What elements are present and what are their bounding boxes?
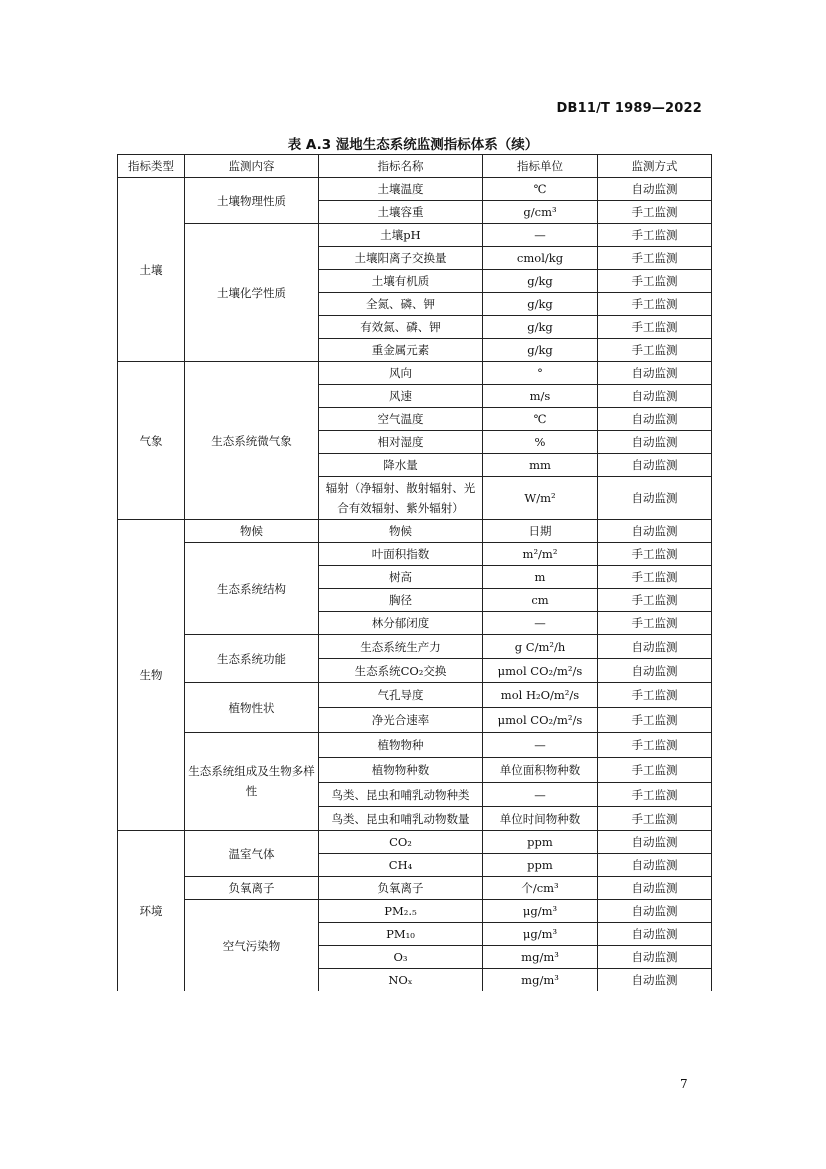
table-row bbox=[118, 520, 712, 543]
indicator-method: 手工监测 bbox=[598, 201, 712, 224]
indicator-name: 负氧离子 bbox=[319, 877, 483, 900]
indicator-method: 手工监测 bbox=[598, 612, 712, 635]
indicator-name: 有效氮、磷、钾 bbox=[319, 316, 483, 339]
indicator-method: 手工监测 bbox=[598, 683, 712, 708]
indicator-method: 手工监测 bbox=[598, 293, 712, 316]
content-cell-phenology: 物候 bbox=[185, 520, 319, 543]
indicator-method: 自动监测 bbox=[598, 854, 712, 877]
table-row bbox=[118, 362, 712, 385]
indicator-name: 鸟类、昆虫和哺乳动物种类 bbox=[319, 783, 483, 807]
indicator-unit: g/cm³ bbox=[483, 201, 598, 224]
indicator-method: 手工监测 bbox=[598, 270, 712, 293]
table-row bbox=[118, 224, 712, 247]
indicator-method: 手工监测 bbox=[598, 339, 712, 362]
indicator-name: 净光合速率 bbox=[319, 708, 483, 733]
indicator-method: 手工监测 bbox=[598, 807, 712, 831]
indicator-unit: g/kg bbox=[483, 293, 598, 316]
indicator-unit: ℃ bbox=[483, 408, 598, 431]
indicator-name: CH₄ bbox=[319, 854, 483, 877]
content-cell-greenhouse: 温室气体 bbox=[185, 831, 319, 877]
indicator-method: 手工监测 bbox=[598, 589, 712, 612]
indicator-method: 手工监测 bbox=[598, 733, 712, 758]
indicator-name: 胸径 bbox=[319, 589, 483, 612]
indicator-unit: cmol/kg bbox=[483, 247, 598, 270]
indicator-method: 自动监测 bbox=[598, 635, 712, 659]
indicator-name: 植物物种数 bbox=[319, 758, 483, 783]
indicator-name: 土壤有机质 bbox=[319, 270, 483, 293]
indicator-method: 自动监测 bbox=[598, 362, 712, 385]
indicator-unit: 日期 bbox=[483, 520, 598, 543]
standard-number: DB11/T 1989—2022 bbox=[556, 101, 702, 116]
indicator-unit: m/s bbox=[483, 385, 598, 408]
indicator-unit: m bbox=[483, 566, 598, 589]
col-header-type: 指标类型 bbox=[118, 155, 185, 178]
indicator-method: 手工监测 bbox=[598, 758, 712, 783]
indicator-name: 叶面积指数 bbox=[319, 543, 483, 566]
indicator-method: 手工监测 bbox=[598, 783, 712, 807]
content-cell-microclimate: 生态系统微气象 bbox=[185, 362, 319, 520]
indicator-name bbox=[319, 477, 483, 520]
indicator-method: 自动监测 bbox=[598, 969, 712, 992]
indicator-name: 鸟类、昆虫和哺乳动物数量 bbox=[319, 807, 483, 831]
indicator-unit: — bbox=[483, 612, 598, 635]
content-cell-pollutants: 空气污染物 bbox=[185, 900, 319, 992]
header-row bbox=[118, 155, 712, 178]
table-row bbox=[118, 178, 712, 201]
indicator-method: 手工监测 bbox=[598, 708, 712, 733]
indicator-name: 物候 bbox=[319, 520, 483, 543]
indicator-name: 土壤阳离子交换量 bbox=[319, 247, 483, 270]
type-cell-weather: 气象 bbox=[118, 362, 185, 520]
indicator-unit: μmol CO₂/m²/s bbox=[483, 708, 598, 733]
indicator-unit: — bbox=[483, 224, 598, 247]
indicator-unit: μg/m³ bbox=[483, 900, 598, 923]
indicator-name: 降水量 bbox=[319, 454, 483, 477]
indicator-unit: ppm bbox=[483, 831, 598, 854]
table-row bbox=[118, 831, 712, 854]
indicator-method: 手工监测 bbox=[598, 224, 712, 247]
indicator-method: 自动监测 bbox=[598, 877, 712, 900]
content-cell-eco-structure: 生态系统结构 bbox=[185, 543, 319, 635]
content-cell-soil-chemical: 土壤化学性质 bbox=[185, 224, 319, 362]
indicator-name: 土壤温度 bbox=[319, 178, 483, 201]
indicator-name: 土壤容重 bbox=[319, 201, 483, 224]
eco-composition-label: 生态系统组成及生物多样性 bbox=[188, 764, 315, 798]
type-cell-soil: 土壤 bbox=[118, 178, 185, 362]
indicator-name: O₃ bbox=[319, 946, 483, 969]
type-cell-env: 环境 bbox=[118, 831, 185, 992]
indicator-unit: m²/m² bbox=[483, 543, 598, 566]
col-header-unit: 指标单位 bbox=[483, 155, 598, 178]
table-row bbox=[118, 635, 712, 659]
indicator-unit: % bbox=[483, 431, 598, 454]
content-cell-soil-physical: 土壤物理性质 bbox=[185, 178, 319, 224]
indicator-unit: ℃ bbox=[483, 178, 598, 201]
indicator-method: 自动监测 bbox=[598, 659, 712, 683]
indicator-unit: 个/cm³ bbox=[483, 877, 598, 900]
indicator-unit: g/kg bbox=[483, 270, 598, 293]
indicator-method: 自动监测 bbox=[598, 900, 712, 923]
indicator-name: 气孔导度 bbox=[319, 683, 483, 708]
indicator-method: 自动监测 bbox=[598, 454, 712, 477]
table-title: 表 A.3 湿地生态系统监测指标体系（续） bbox=[287, 137, 539, 153]
indicator-name: 生态系统生产力 bbox=[319, 635, 483, 659]
col-header-name: 指标名称 bbox=[319, 155, 483, 178]
indicator-name: 土壤pH bbox=[319, 224, 483, 247]
indicator-method: 手工监测 bbox=[598, 543, 712, 566]
indicator-name: 重金属元素 bbox=[319, 339, 483, 362]
indicator-method: 自动监测 bbox=[598, 831, 712, 854]
indicator-method: 自动监测 bbox=[598, 520, 712, 543]
table-row bbox=[118, 877, 712, 900]
indicator-unit: — bbox=[483, 733, 598, 758]
indicator-unit: ° bbox=[483, 362, 598, 385]
indicator-unit: cm bbox=[483, 589, 598, 612]
indicator-unit: ppm bbox=[483, 854, 598, 877]
indicator-unit: mm bbox=[483, 454, 598, 477]
table-row bbox=[118, 543, 712, 566]
content-cell-plant-traits: 植物性状 bbox=[185, 683, 319, 733]
radiation-name: 辐射（净辐射、散射辐射、光合有效辐射、紫外辐射） bbox=[325, 480, 476, 515]
indicator-method: 自动监测 bbox=[598, 385, 712, 408]
indicator-method: 自动监测 bbox=[598, 477, 712, 520]
indicator-unit: mol H₂O/m²/s bbox=[483, 683, 598, 708]
indicator-unit: — bbox=[483, 783, 598, 807]
type-cell-bio: 生物 bbox=[118, 520, 185, 831]
indicator-unit: μg/m³ bbox=[483, 923, 598, 946]
page-number: 7 bbox=[680, 1077, 688, 1091]
indicator-method: 自动监测 bbox=[598, 946, 712, 969]
indicator-name: CO₂ bbox=[319, 831, 483, 854]
col-header-method: 监测方式 bbox=[598, 155, 712, 178]
indicator-unit: g/kg bbox=[483, 339, 598, 362]
indicator-name: 树高 bbox=[319, 566, 483, 589]
indicator-name: 全氮、磷、钾 bbox=[319, 293, 483, 316]
indicator-table bbox=[117, 154, 712, 991]
indicator-name: 林分郁闭度 bbox=[319, 612, 483, 635]
table-row bbox=[118, 683, 712, 708]
table-row bbox=[118, 733, 712, 758]
indicator-unit: g/kg bbox=[483, 316, 598, 339]
content-cell-eco-composition bbox=[185, 733, 319, 831]
indicator-method: 自动监测 bbox=[598, 923, 712, 946]
indicator-unit: mg/m³ bbox=[483, 946, 598, 969]
indicator-name: 风向 bbox=[319, 362, 483, 385]
indicator-unit: μmol CO₂/m²/s bbox=[483, 659, 598, 683]
indicator-name: NOₓ bbox=[319, 969, 483, 992]
indicator-name: 空气温度 bbox=[319, 408, 483, 431]
indicator-name: PM₂.₅ bbox=[319, 900, 483, 923]
indicator-method: 手工监测 bbox=[598, 316, 712, 339]
indicator-method: 手工监测 bbox=[598, 566, 712, 589]
indicator-unit: g C/m²/h bbox=[483, 635, 598, 659]
indicator-name: 风速 bbox=[319, 385, 483, 408]
indicator-unit: 单位面积物种数 bbox=[483, 758, 598, 783]
indicator-name: 相对湿度 bbox=[319, 431, 483, 454]
indicator-method: 自动监测 bbox=[598, 408, 712, 431]
indicator-unit: mg/m³ bbox=[483, 969, 598, 992]
indicator-name: 生态系统CO₂交换 bbox=[319, 659, 483, 683]
indicator-name: PM₁₀ bbox=[319, 923, 483, 946]
indicator-name: 植物物种 bbox=[319, 733, 483, 758]
indicator-method: 自动监测 bbox=[598, 431, 712, 454]
table-row bbox=[118, 900, 712, 923]
indicator-unit: W/m² bbox=[483, 477, 598, 520]
content-cell-anion: 负氧离子 bbox=[185, 877, 319, 900]
indicator-unit: 单位时间物种数 bbox=[483, 807, 598, 831]
col-header-content: 监测内容 bbox=[185, 155, 319, 178]
indicator-method: 自动监测 bbox=[598, 178, 712, 201]
content-cell-eco-function: 生态系统功能 bbox=[185, 635, 319, 683]
indicator-method: 手工监测 bbox=[598, 247, 712, 270]
